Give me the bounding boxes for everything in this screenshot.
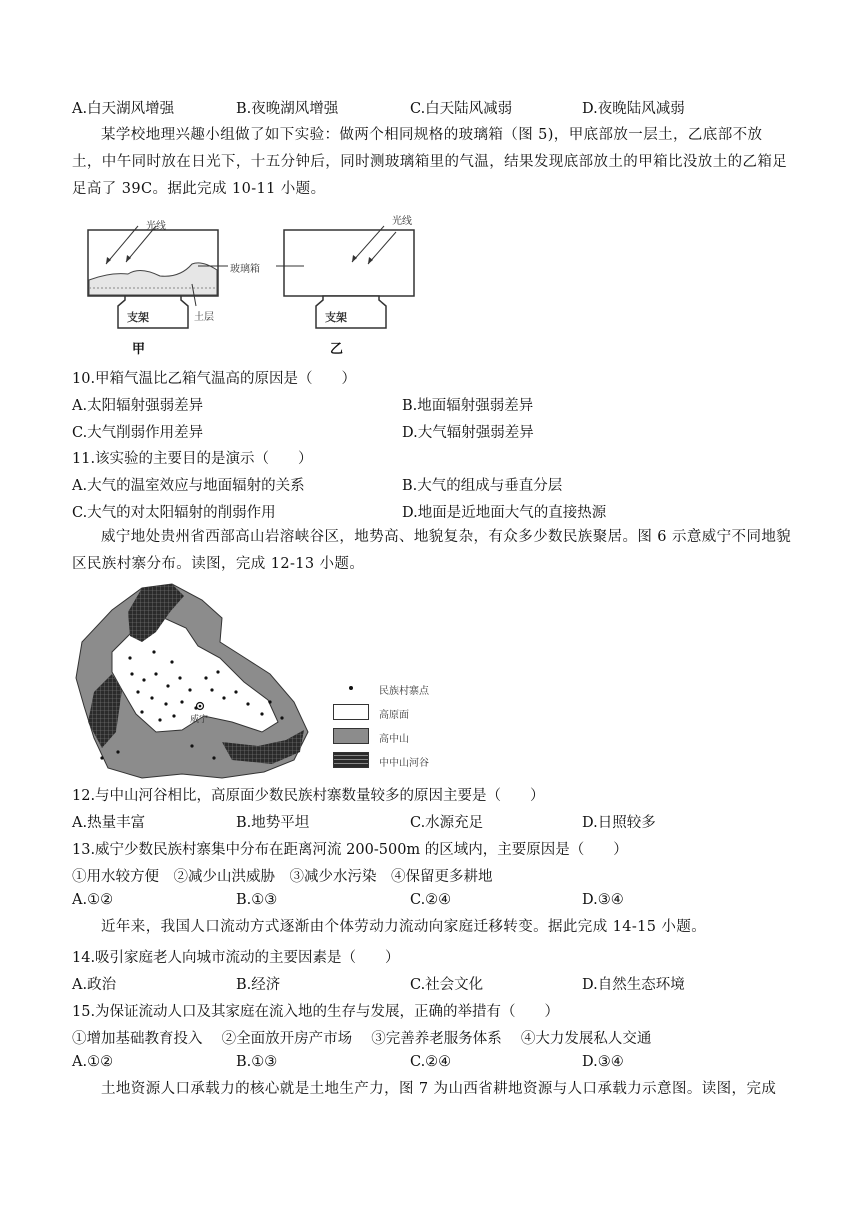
- glass-box-label: 玻璃箱: [230, 264, 260, 275]
- box-jia-label: 甲: [132, 342, 146, 357]
- q15-option-c: C.②④: [410, 1054, 452, 1070]
- q12-option-c: C.水源充足: [410, 815, 484, 831]
- q15-items: ①增加基础教育投入 ②全面放开房产市场 ③完善养老服务体系 ④大力发展私人交通: [72, 1031, 652, 1047]
- legend-plateau-swatch: [333, 704, 369, 720]
- q9-option-c: C.白天陆风减弱: [410, 101, 513, 117]
- legend-valley-swatch: [333, 752, 369, 768]
- q13-option-d: D.③④: [582, 892, 624, 908]
- legend-village-label: 民族村寨点: [379, 686, 429, 697]
- q11-stem: 11.该实验的主要目的是演示（ ）: [72, 451, 313, 467]
- passage-land-capacity: 土地资源人口承载力的核心就是土地生产力，图 7 为山西省耕地资源与人口承载力示意图。读图，完成: [101, 1081, 777, 1097]
- light-label-jia: 光线: [146, 221, 166, 232]
- weining-city-label: 威宁: [190, 715, 209, 725]
- q15-stem: 15.为保证流动人口及其家庭在流入地的生存与发展，正确的举措有（ ）: [72, 1004, 560, 1020]
- glass-box-jia: [88, 226, 218, 296]
- legend-valley-label: 中中山河谷: [379, 758, 429, 769]
- q13-stem: 13.威宁少数民族村寨集中分布在距离河流 200-500m 的区域内，主要原因是（ ）: [72, 842, 628, 858]
- passage-population-flow: 近年来，我国人口流动方式逐渐由个体劳动力流动向家庭迁移转变。据此完成 14-15 小题。: [101, 919, 707, 935]
- q12-option-b: B.地势平坦: [236, 815, 310, 831]
- q14-stem: 14.吸引家庭老人向城市流动的主要因素是（ ）: [72, 950, 400, 966]
- q10-option-b: B.地面辐射强弱差异: [402, 398, 534, 414]
- q15-option-b: B.①③: [236, 1054, 278, 1070]
- legend-high-mountain-label: 高中山: [379, 734, 409, 745]
- legend-village-symbol: [333, 680, 369, 696]
- stand-label-jia: 支架: [127, 311, 149, 324]
- q9-option-d: D.夜晚陆风减弱: [582, 101, 685, 117]
- stand-label-yi: 支架: [325, 311, 347, 324]
- passage-experiment: 某学校地理兴趣小组做了如下实验：做两个相同规格的玻璃箱（图 5)，甲底部放一层土，乙底部不放土，中午同时放在日光下，十五分钟后，同时测玻璃箱里的气温，结果发现底部放土的甲箱比没放土的乙箱足足高了 39C。据此完成 10-11 小题。: [72, 127, 788, 197]
- figure-6-weining-map: [72, 582, 322, 782]
- glass-box-yi: [284, 226, 414, 296]
- passage-weining: 威宁地处贵州省西部高山岩溶峡谷区，地势高、地貌复杂，有众多少数民族聚居。图 6 示意威宁不同地貌区民族村寨分布。读图，完成 12-13 小题。: [72, 529, 792, 572]
- soil-layer-label: 土层: [194, 312, 214, 323]
- q10-stem: 10.甲箱气温比乙箱气温高的原因是（ ）: [72, 371, 357, 387]
- q11-option-c: C.大气的对太阳辐射的削弱作用: [72, 505, 276, 521]
- q13-items: ①用水较方便 ②减少山洪威胁 ③减少水污染 ④保留更多耕地: [72, 869, 493, 885]
- box-yi-label: 乙: [330, 342, 344, 357]
- q10-option-a: A.太阳辐射强弱差异: [72, 398, 204, 414]
- q13-option-a: A.①②: [72, 892, 114, 908]
- q10-option-d: D.大气辐射强弱差异: [402, 425, 534, 441]
- q14-option-b: B.经济: [236, 977, 281, 993]
- q10-option-c: C.大气削弱作用差异: [72, 425, 204, 441]
- q13-option-c: C.②④: [410, 892, 452, 908]
- q15-option-d: D.③④: [582, 1054, 624, 1070]
- q14-option-c: C.社会文化: [410, 977, 484, 993]
- q11-option-d: D.地面是近地面大气的直接热源: [402, 505, 607, 521]
- legend-plateau-label: 高原面: [379, 710, 409, 721]
- q11-option-b: B.大气的组成与垂直分层: [402, 478, 563, 494]
- q13-option-b: B.①③: [236, 892, 278, 908]
- q14-option-a: A.政治: [72, 977, 117, 993]
- q9-option-b: B.夜晚湖风增强: [236, 101, 339, 117]
- q11-option-a: A.大气的温室效应与地面辐射的关系: [72, 478, 305, 494]
- q12-option-a: A.热量丰富: [72, 815, 146, 831]
- legend-high-mountain-swatch: [333, 728, 369, 744]
- light-label-yi: 光线: [392, 216, 412, 227]
- q14-option-d: D.自然生态环境: [582, 977, 685, 993]
- q9-option-a: A.白天湖风增强: [72, 101, 175, 117]
- q15-option-a: A.①②: [72, 1054, 114, 1070]
- q12-option-d: D.日照较多: [582, 815, 656, 831]
- figure-6-legend: [333, 680, 473, 770]
- q12-stem: 12.与中山河谷相比，高原面少数民族村寨数量较多的原因主要是（ ）: [72, 788, 545, 804]
